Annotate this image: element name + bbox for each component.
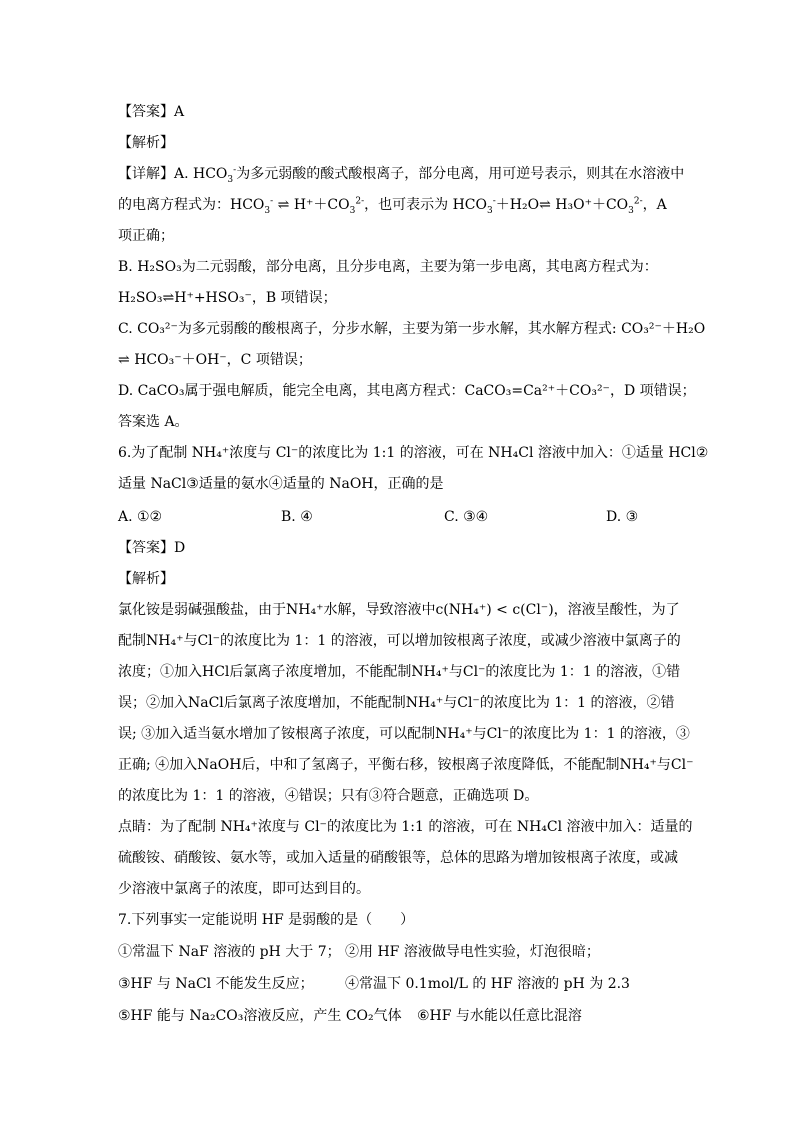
q6-note-line: 硫酸铵、硝酸铵、氨水等，或加入适量的硝酸银等，总体的思路为增加铵根离子浓度，或减 <box>118 850 678 866</box>
q6-option-d: D. ③ <box>606 509 639 525</box>
detail-a2f: ，A <box>642 197 667 213</box>
q6-analysis-line: 浓度；①加入HCl后氯离子浓度增加，不能配制NH₄⁺与Cl⁻的浓度比为 1：1 的溶液，①错 <box>118 664 681 680</box>
q5-detail-line-2 <box>118 195 678 215</box>
q7-stem: 7.下列事实一定能说明 HF 是弱酸的是（ ） <box>118 912 415 928</box>
reversible-arrow-icon: ⇌ <box>277 197 290 213</box>
q5-option-c-1: C. CO₃²⁻为多元弱酸的酸根离子，分步水解，主要为第一步水解，其水解方程式: CO₃²⁻＋H₂O <box>118 321 706 337</box>
q6-analysis-line: 氯化铵是弱碱强酸盐，由于NH₄⁺水解，导致溶液中c(NH₄⁺) < c(Cl⁻)，溶液呈酸性，为了 <box>118 602 680 618</box>
q6-stem-1: 6.为了配制 NH₄⁺浓度与 Cl⁻的浓度比为 1:1 的溶液，可在 NH₄Cl 溶液中加入：①适量 HCl② <box>118 445 709 461</box>
sub-3c: 3 <box>349 205 356 216</box>
q5-detail-line-1 <box>118 164 685 185</box>
q6-analysis-line: 误；②加入NaCl后氯离子浓度增加，不能配制NH₄⁺与Cl⁻的浓度比为 1：1 的溶液，②错 <box>118 695 675 711</box>
q5-option-b-1: B. H₂SO₃为二元弱酸，部分电离，且分步电离，主要为第一步电离，其电离方程式为： <box>118 259 658 275</box>
q6-analysis-line: 误; ③加入适当氨水增加了铵根离子浓度，可以配制NH₄⁺与Cl⁻的浓度比为 1：1 的溶液，③ <box>118 726 690 742</box>
q6-note-line: 少溶液中氯离子的浓度，即可达到目的。 <box>118 881 370 897</box>
sub-3e: 3 <box>628 205 634 216</box>
q6-analysis-line: 配制NH₄⁺与Cl⁻的浓度比为 1：1 的溶液，可以增加铵根离子浓度，或减少溶液中氯离子的 <box>118 633 681 649</box>
sup-2neg-e: 2- <box>633 196 643 207</box>
q6-option-a: A. ①② <box>118 509 163 525</box>
detail-a1b: 为多元弱酸的酸式酸根离子，部分电离，用可逆号表示，则其在水溶液中 <box>236 166 685 182</box>
detail-prefix: 【详解】 <box>118 166 174 182</box>
q6-stem-2: 适量 NaCl③适量的氨水④适量的 NaOH，正确的是 <box>118 476 444 492</box>
detail-a2e: H₃O⁺＋CO <box>550 197 629 213</box>
sub-3d: 3 <box>487 205 493 216</box>
q6-option-b: B. ④ <box>281 509 313 525</box>
q7-item: ②用 HF 溶液做导电性实验，灯泡很暗； <box>345 944 600 960</box>
detail-a2c: ，也可表示为 HCO <box>364 197 487 213</box>
detail-a2b: H⁺＋CO <box>289 197 350 213</box>
detail-a1: A. HCO <box>174 166 228 182</box>
q7-item: ⑤HF 能与 Na₂CO₃溶液反应，产生 CO₂气体 <box>118 1008 402 1024</box>
sub-3b: 3 <box>264 205 271 216</box>
q6-note-line: 点睛：为了配制 NH₄⁺浓度与 Cl⁻的浓度比为 1:1 的溶液，可在 NH₄Cl 溶液中加入：适量的 <box>118 819 693 835</box>
sup-neg-d: - <box>492 196 496 207</box>
sup-neg-b: - <box>270 196 274 207</box>
q6-answer: 【答案】D <box>118 540 186 556</box>
q5-detail-line-3: 项正确； <box>118 228 174 244</box>
sub-3: 3 <box>227 174 234 185</box>
sup-neg: - <box>233 165 237 176</box>
q7-item: ①常温下 NaF 溶液的 pH 大于 7； <box>118 944 341 960</box>
reversible-arrow-icon-2: ⇌ <box>539 197 551 213</box>
detail-a2a: 的电离方程式为：HCO <box>118 197 265 213</box>
q7-item: ⑥HF 与水能以任意比混溶 <box>417 1008 582 1024</box>
sup-2neg: 2- <box>355 196 365 207</box>
detail-a2d: ＋H₂O <box>495 197 540 213</box>
q5-option-c-2 <box>118 350 678 370</box>
reversible-arrow-icon-3: ⇌ <box>118 352 130 368</box>
q7-item: ③HF 与 NaCl 不能发生反应； <box>118 976 314 992</box>
q6-analysis-title: 【解析】 <box>118 571 174 587</box>
q6-option-c: C. ③④ <box>444 509 489 525</box>
q5-option-b-2: H₂SO₃⇌H⁺+HSO₃⁻，B 项错误； <box>118 290 337 306</box>
q5-analysis-title: 【解析】 <box>118 135 174 151</box>
q6-analysis-line: 的浓度比为 1：1 的溶液，④错误；只有③符合题意，正确选项 D。 <box>118 788 539 804</box>
q5-option-d: D. CaCO₃属于强电解质，能完全电离，其电离方程式：CaCO₃=Ca²⁺＋CO₃²⁻，D 项错误； <box>118 383 696 399</box>
option-c2-text: HCO₃⁻＋OH⁻，C 项错误； <box>134 352 312 368</box>
q7-item: ④常温下 0.1mol/L 的 HF 溶液的 pH 为 2.3 <box>345 976 630 992</box>
q6-analysis-line: 正确; ④加入NaOH后，中和了氢离子，平衡右移，铵根离子浓度降低，不能配制NH₄⁺与Cl⁻ <box>118 757 694 773</box>
q5-answer: 【答案】A <box>118 104 185 120</box>
q5-conclusion: 答案选 A。 <box>118 414 189 430</box>
